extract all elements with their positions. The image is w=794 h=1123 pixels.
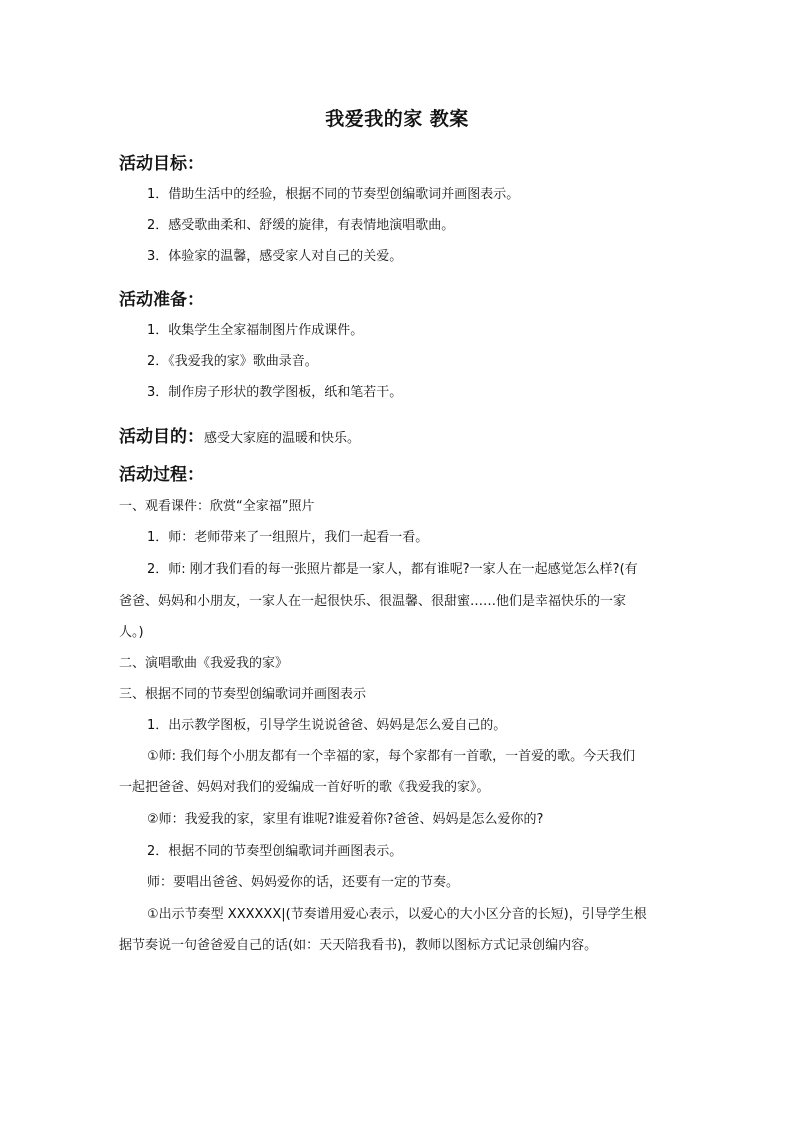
step1-item-cont: 人。) xyxy=(119,625,144,640)
step1-item-cont: 爸爸、妈妈和小朋友，一家人在一起很快乐、很温馨、很甜蜜……他们是幸福快乐的一家 xyxy=(119,594,627,609)
prep-item: 1．收集学生全家福制图片作成课件。 xyxy=(147,323,364,338)
goal-item: 2．感受歌曲柔和、舒缓的旋律，有表情地演唱歌曲。 xyxy=(147,218,455,233)
process-heading: 活动过程： xyxy=(119,465,204,485)
step3-item: ①师: 我们每个小朋友都有一个幸福的家，每个家都有一首歌，一首爱的歌。今天我们 xyxy=(147,749,636,764)
step1-item: 2．师: 刚才我们看的每一张照片都是一家人，都有谁呢?一家人在一起感觉怎么样?(有 xyxy=(147,562,638,577)
step3-item-cont: 一起把爸爸、妈妈对我们的爱编成一首好听的歌《我爱我的家》。 xyxy=(119,780,490,795)
step3-item-cont: 据节奏说一句爸爸爱自己的话(如：天天陪我看书)，教师以图标方式记录创编内容。 xyxy=(119,938,598,953)
prep-heading: 活动准备： xyxy=(119,290,204,310)
purpose-heading: 活动目的： xyxy=(119,427,204,447)
goal-item: 1．借助生活中的经验，根据不同的节奏型创编歌词并画图表示。 xyxy=(147,187,520,202)
prep-item: 3．制作房子形状的教学图板，纸和笔若干。 xyxy=(147,385,403,400)
step1-title: 一、观看课件：欣赏“全家福”照片 xyxy=(119,499,315,514)
step3-item: 师：要唱出爸爸、妈妈爱你的话，还要有一定的节奏。 xyxy=(147,875,460,890)
purpose-text: 感受大家庭的温暖和快乐。 xyxy=(204,431,361,446)
step2-title: 二、演唱歌曲《我爱我的家》 xyxy=(119,656,289,671)
step1-item: 1．师：老师带来了一组照片，我们一起看一看。 xyxy=(147,530,429,545)
step3-item: 1．出示教学图板，引导学生说说爸爸、妈妈是怎么爱自己的。 xyxy=(147,718,507,733)
step3-item: 2．根据不同的节奏型创编歌词并画图表示。 xyxy=(147,844,403,859)
goals-heading: 活动目标： xyxy=(119,154,204,174)
goal-item: 3．体验家的温馨，感受家人对自己的关爱。 xyxy=(147,249,403,264)
step3-item: ②师：我爱我的家，家里有谁呢?谁爱着你?爸爸、妈妈是怎么爱你的? xyxy=(147,812,544,827)
purpose-line xyxy=(119,422,360,447)
document-title: 我爱我的家 教案 xyxy=(325,108,469,130)
prep-item: 2．《我爱我的家》歌曲录音。 xyxy=(147,354,318,369)
step3-title: 三、根据不同的节奏型创编歌词并画图表示 xyxy=(119,687,367,702)
step3-item: ①出示节奏型 XXXXXX|(节奏谱用爱心表示，以爱心的大小区分音的长短)，引导学生根 xyxy=(147,907,647,922)
